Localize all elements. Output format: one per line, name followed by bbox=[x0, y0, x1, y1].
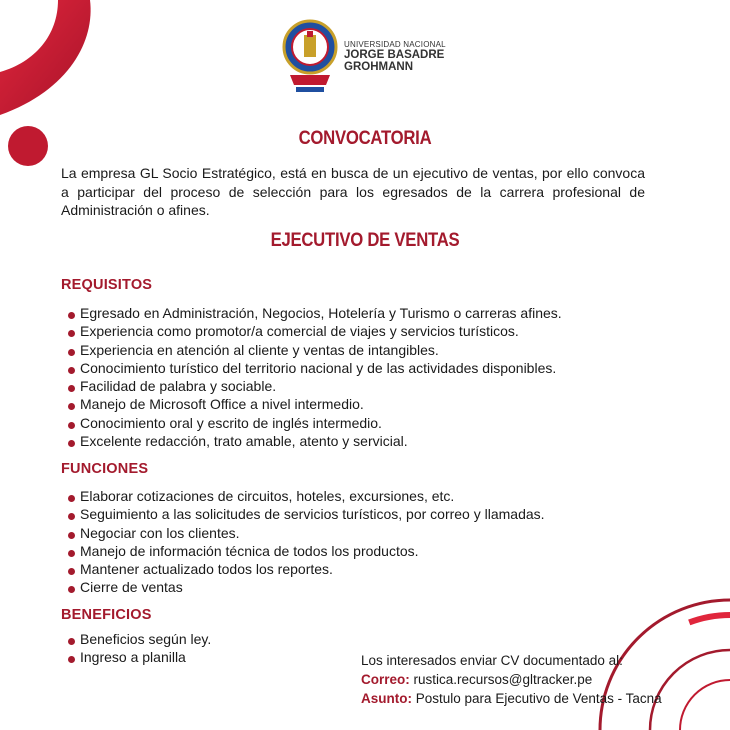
funciones-heading: FUNCIONES bbox=[61, 461, 149, 477]
list-item: Manejo de Microsoft Office a nivel intermedio. bbox=[66, 395, 562, 413]
funciones-list bbox=[66, 487, 545, 597]
beneficios-list bbox=[66, 630, 211, 667]
subject-label: Asunto: bbox=[361, 691, 412, 706]
list-item: Ingreso a planilla bbox=[66, 648, 211, 666]
requisitos-list bbox=[66, 304, 562, 450]
decorative-dot bbox=[8, 126, 48, 166]
logo-line-3: GROHMANN bbox=[344, 61, 413, 74]
list-item: Experiencia en atención al cliente y ventas de intangibles. bbox=[66, 341, 562, 359]
email-address[interactable]: rustica.recursos@gltracker.pe bbox=[413, 672, 593, 687]
list-item: Experiencia como promotor/a comercial de viajes y servicios turísticos. bbox=[66, 322, 562, 340]
list-item: Mantener actualizado todos los reportes. bbox=[66, 560, 545, 578]
list-item: Elaborar cotizaciones de circuitos, hoteles, excursiones, etc. bbox=[66, 487, 545, 505]
list-item: Conocimiento turístico del territorio nacional y de las actividades disponibles. bbox=[66, 359, 562, 377]
list-item: Cierre de ventas bbox=[66, 578, 545, 596]
list-item: Egresado en Administración, Negocios, Hotelería y Turismo o carreras afines. bbox=[66, 304, 562, 322]
beneficios-heading: BENEFICIOS bbox=[61, 607, 152, 623]
requisitos-heading: REQUISITOS bbox=[61, 277, 153, 293]
university-crest-icon bbox=[282, 19, 338, 95]
logo-line-1: UNIVERSIDAD NACIONAL bbox=[344, 39, 446, 49]
list-item: Conocimiento oral y escrito de inglés intermedio. bbox=[66, 414, 562, 432]
contact-block bbox=[361, 651, 662, 708]
position-title: EJECUTIVO DE VENTAS bbox=[270, 230, 460, 251]
list-item: Beneficios según ley. bbox=[66, 630, 211, 648]
list-item: Manejo de información técnica de todos los productos. bbox=[66, 542, 545, 560]
subject-text: Postulo para Ejecutivo de Ventas - Tacna bbox=[415, 691, 662, 706]
email-label: Correo: bbox=[361, 672, 410, 687]
logo-line-2: JORGE BASADRE bbox=[344, 49, 445, 62]
list-item: Excelente redacción, trato amable, atento y servicial. bbox=[66, 432, 562, 450]
contact-subject-row bbox=[361, 689, 662, 708]
list-item: Negociar con los clientes. bbox=[66, 524, 545, 542]
contact-email-row bbox=[361, 670, 662, 689]
university-logo bbox=[282, 18, 452, 96]
decorative-arc-top-left bbox=[0, 0, 100, 120]
intro-paragraph: La empresa GL Socio Estratégico, está en busca de un ejecutivo de ventas, por ello convoca a participar del proceso de selección para los egresados de la carrera profesional de Administración o afines. bbox=[61, 165, 645, 218]
list-item: Seguimiento a las solicitudes de servicios turísticos, por correo y llamadas. bbox=[66, 505, 545, 523]
page-title: CONVOCATORIA bbox=[298, 128, 432, 149]
contact-intro: Los interesados enviar CV documentado al: bbox=[361, 653, 623, 668]
list-item: Facilidad de palabra y sociable. bbox=[66, 377, 562, 395]
